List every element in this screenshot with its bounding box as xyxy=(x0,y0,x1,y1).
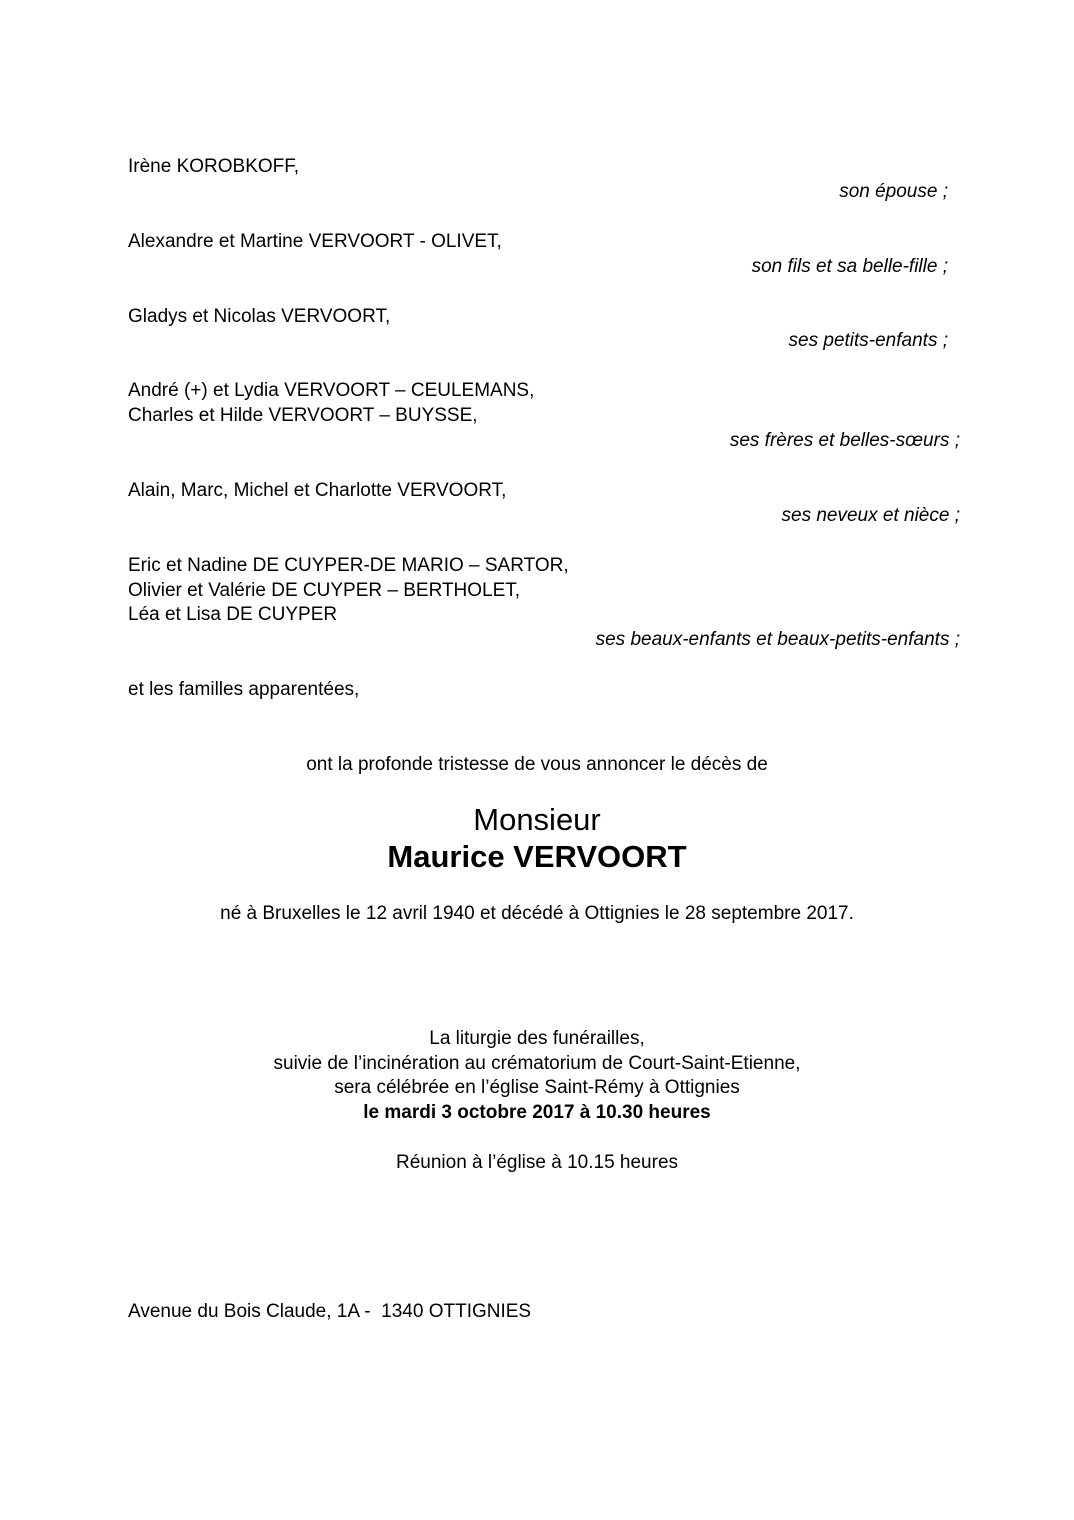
relation-label: son fils et sa belle-fille ; xyxy=(751,256,948,277)
family-name-line: Léa et Lisa DE CUYPER xyxy=(128,604,338,625)
meeting-time: Réunion à l’église à 10.15 heures xyxy=(395,1152,679,1173)
announcement-text: ont la profonde tristesse de vous annoncer le décès de xyxy=(306,754,768,775)
deceased-name: Maurice VERVOORT xyxy=(387,839,687,874)
family-name-line: André (+) et Lydia VERVOORT – CEULEMANS, xyxy=(128,380,535,401)
family-name-line: Gladys et Nicolas VERVOORT, xyxy=(128,306,391,327)
ceremony-datetime: le mardi 3 octobre 2017 à 10.30 heures xyxy=(363,1102,711,1123)
relation-label: ses petits-enfants ; xyxy=(788,330,948,351)
family-name-line: Charles et Hilde VERVOORT – BUYSSE, xyxy=(128,405,478,426)
relation-label: ses neveux et nièce ; xyxy=(781,505,960,526)
family-address: Avenue du Bois Claude, 1A - 1340 OTTIGNIES xyxy=(128,1301,532,1322)
ceremony-line: La liturgie des funérailles, xyxy=(429,1028,645,1049)
deceased-honorific: Monsieur xyxy=(473,802,601,837)
family-name-line: Olivier et Valérie DE CUYPER – BERTHOLET, xyxy=(128,580,521,601)
ceremony-line: sera célébrée en l’église Saint-Rémy à Ottignies xyxy=(334,1077,740,1098)
family-name-line: Irène KOROBKOFF, xyxy=(128,156,300,177)
family-name-line: Alain, Marc, Michel et Charlotte VERVOORT, xyxy=(128,480,507,501)
related-families: et les familles apparentées, xyxy=(128,679,360,700)
ceremony-line: suivie de l’incinération au crématorium de Court-Saint-Etienne, xyxy=(273,1053,801,1074)
relation-label: son épouse ; xyxy=(839,181,948,202)
family-name-line: Alexandre et Martine VERVOORT - OLIVET, xyxy=(128,231,502,252)
relation-label: ses beaux-enfants et beaux-petits-enfants ; xyxy=(595,629,960,650)
relation-label: ses frères et belles-sœurs ; xyxy=(729,430,960,451)
birth-death-dates: né à Bruxelles le 12 avril 1940 et décédé à Ottignies le 28 septembre 2017. xyxy=(220,903,854,924)
family-name-line: Eric et Nadine DE CUYPER-DE MARIO – SARTOR, xyxy=(128,555,569,576)
